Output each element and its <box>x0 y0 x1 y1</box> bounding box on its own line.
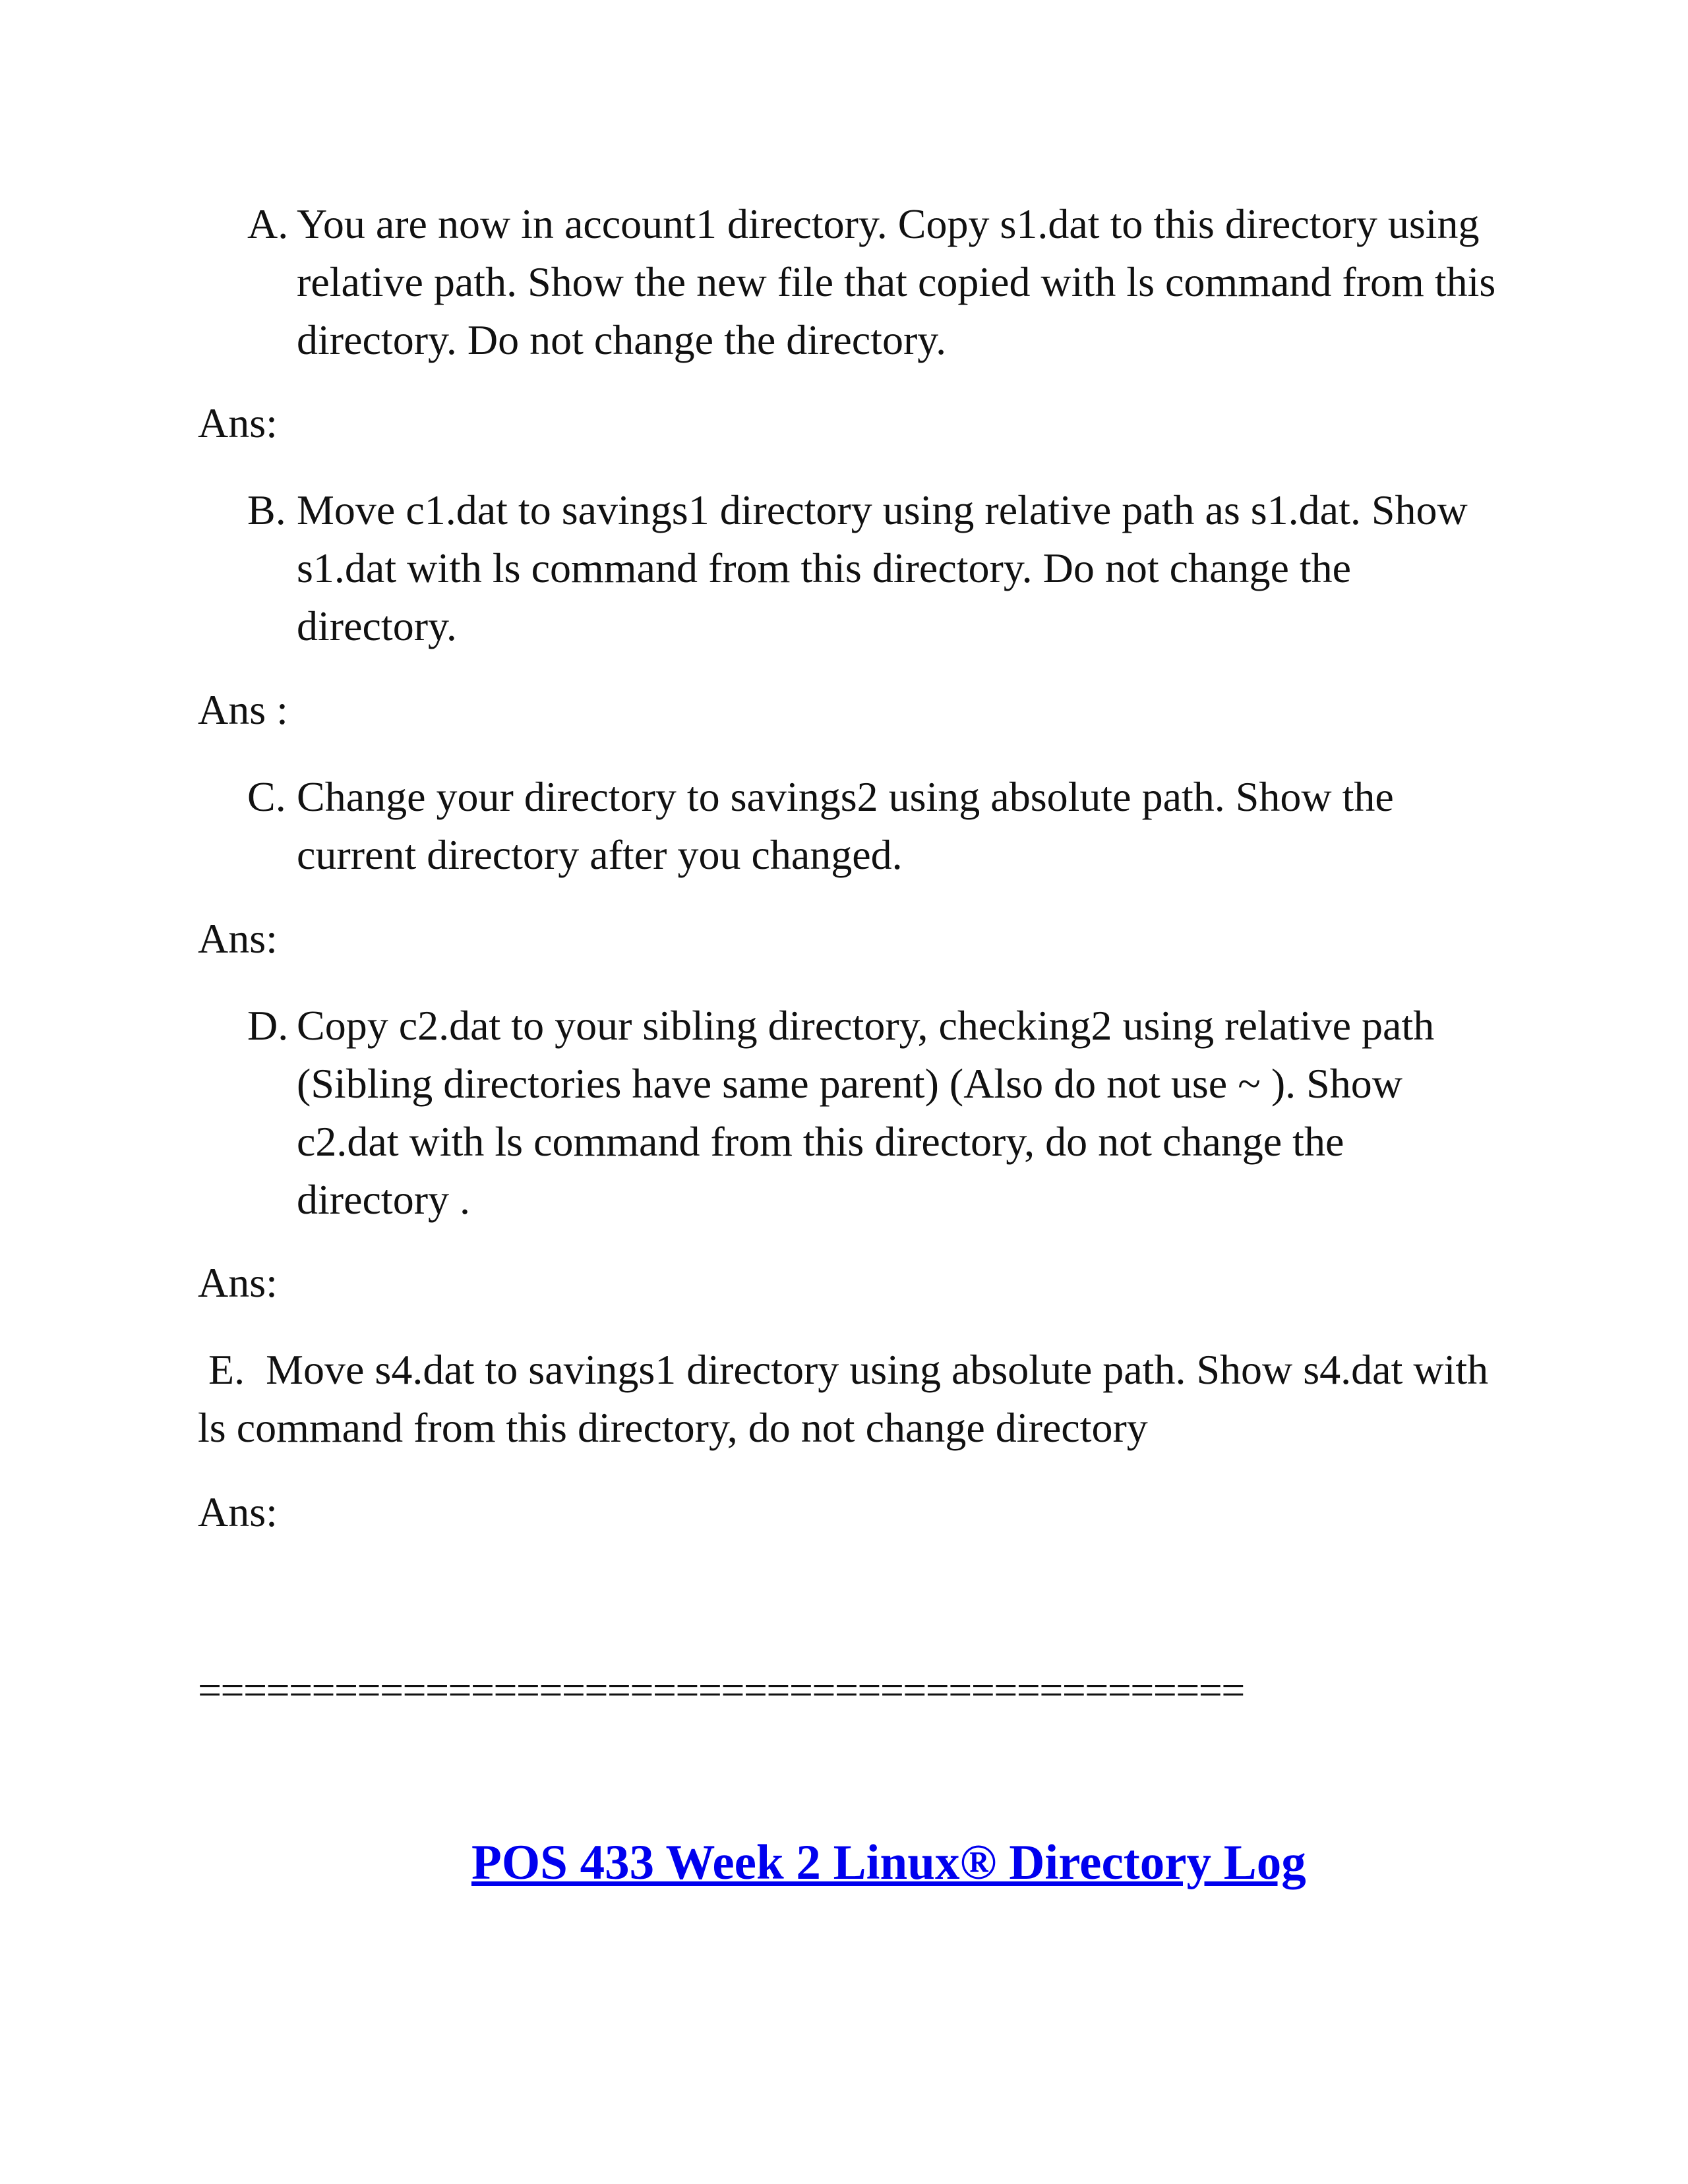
answer-b-label: Ans : <box>198 686 288 733</box>
section-divider: ============================================== <box>198 1667 1244 1713</box>
question-b <box>247 481 1500 655</box>
question-c <box>247 768 1500 884</box>
question-e-text: Move s4.dat to savings1 directory using absolute path. Show s4.dat with ls command from this directory, do not change directory <box>198 1346 1489 1451</box>
question-d <box>247 997 1500 1229</box>
answer-d-label: Ans: <box>198 1259 278 1306</box>
answer-c-label: Ans: <box>198 915 278 962</box>
answer-a-label: Ans: <box>198 399 278 446</box>
question-a <box>247 195 1500 369</box>
question-b-letter: B. <box>247 487 286 533</box>
question-d-text: Copy c2.dat to your sibling directory, checking2 using relative path (Sibling directories have same parent) (Also do not use ~ ). Show c2.dat with ls command from this directory, do not change the directory . <box>297 1002 1435 1223</box>
question-e-letter: E. <box>208 1346 245 1393</box>
answer-e-label: Ans: <box>198 1489 278 1535</box>
question-c-letter: C. <box>247 773 286 820</box>
question-b-text: Move c1.dat to savings1 directory using relative path as s1.dat. Show s1.dat with ls command from this directory. Do not change the directory. <box>297 487 1468 649</box>
question-a-letter: A. <box>247 200 289 247</box>
question-a-text: You are now in account1 directory. Copy s1.dat to this directory using relative path. Show the new file that copied with ls command from this directory. Do not change the directory. <box>297 200 1496 363</box>
course-link[interactable]: POS 433 Week 2 Linux® Directory Log <box>471 1835 1306 1890</box>
question-d-letter: D. <box>247 1002 289 1049</box>
question-e <box>198 1341 1517 1457</box>
question-c-text: Change your directory to savings2 using absolute path. Show the current directory after you changed. <box>297 773 1394 878</box>
